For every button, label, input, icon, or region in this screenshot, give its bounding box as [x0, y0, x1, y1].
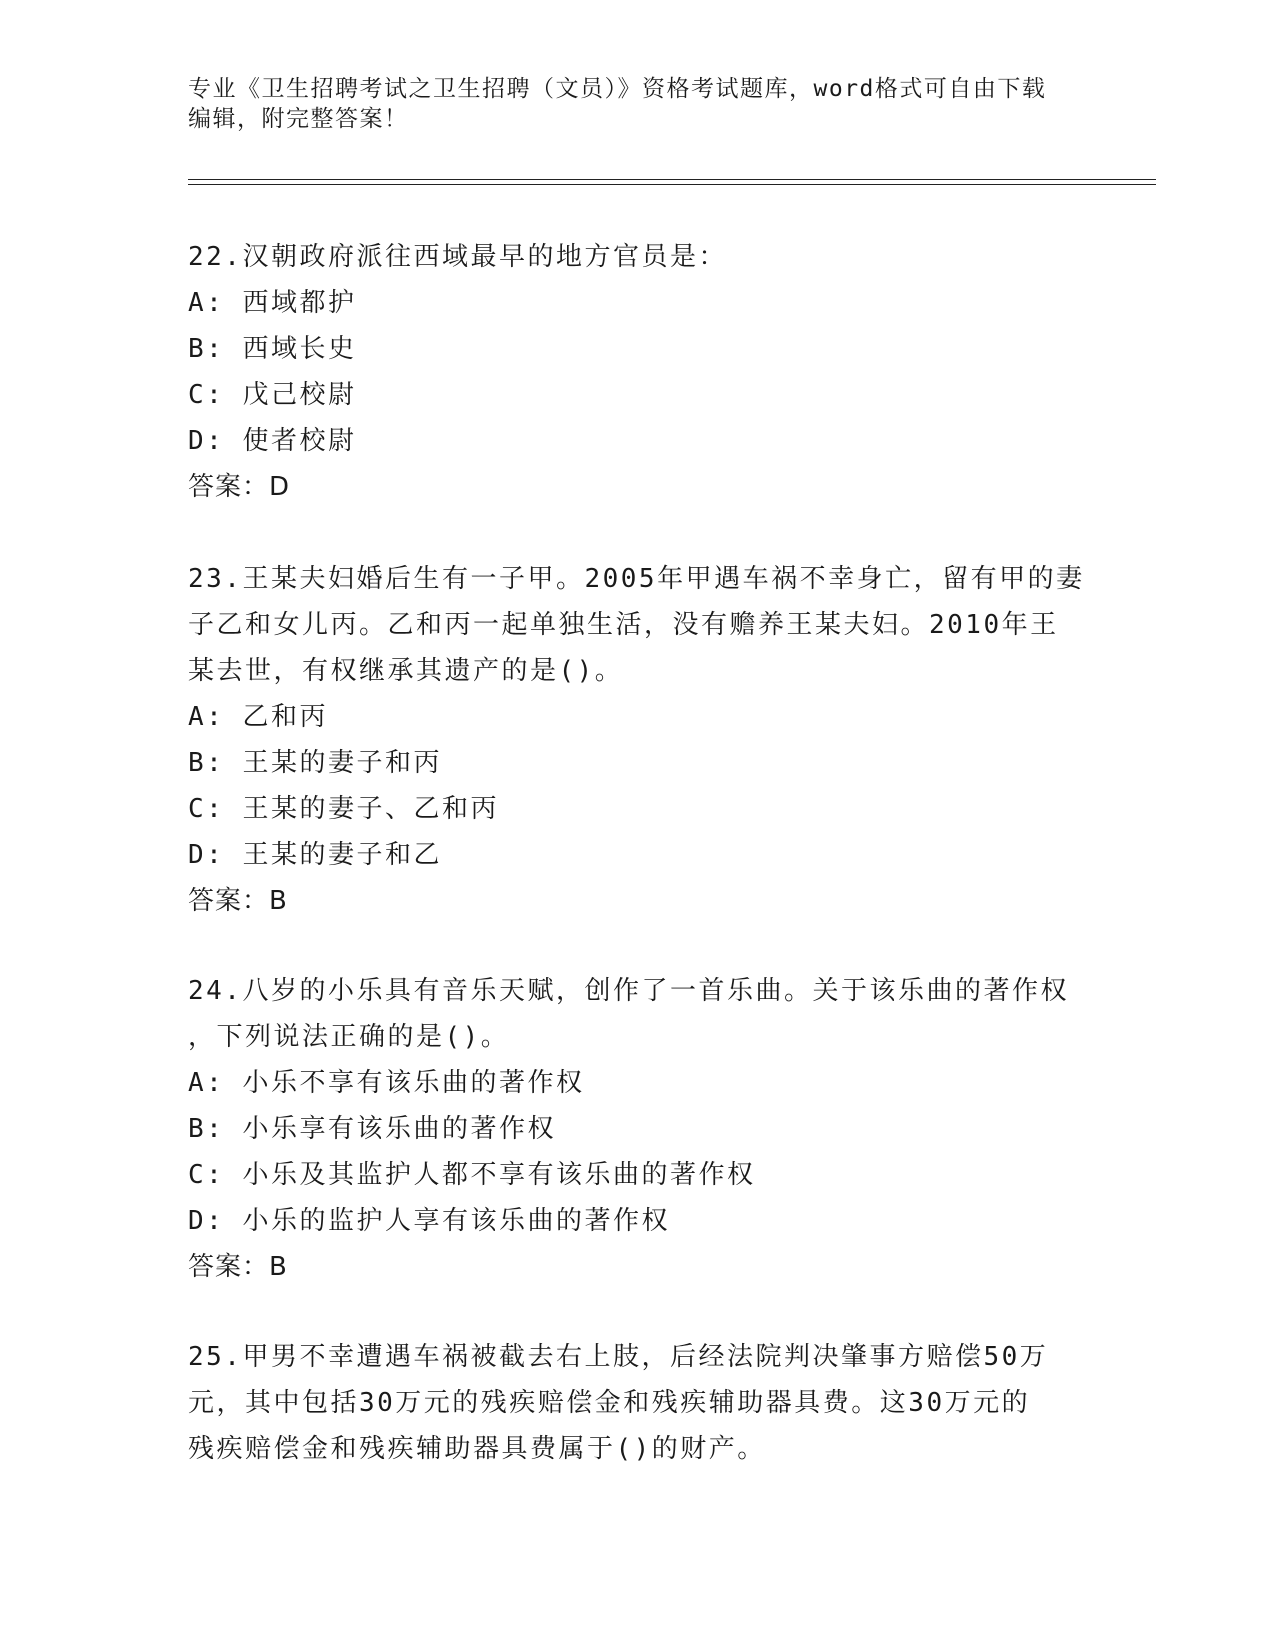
header-line-1: 专业《卫生招聘考试之卫生招聘（文员）》资格考试题库，word格式可自由下载	[188, 76, 1047, 102]
question-23	[188, 556, 1088, 924]
answer: 答案：B	[188, 1252, 288, 1282]
question-stem: ，下列说法正确的是()。	[188, 1022, 510, 1052]
question-22	[188, 234, 1088, 510]
question-stem: 某去世，有权继承其遗产的是()。	[188, 656, 624, 686]
header-divider-bottom	[188, 184, 1156, 185]
question-stem: 23.王某夫妇婚后生有一子甲。2005年甲遇车祸不幸身亡，留有甲的妻	[188, 564, 1085, 594]
option-d: D: 小乐的监护人享有该乐曲的著作权	[188, 1206, 670, 1236]
option-d: D: 使者校尉	[188, 426, 357, 456]
option-b: B: 小乐享有该乐曲的著作权	[188, 1114, 556, 1144]
option-a: A: 乙和丙	[188, 702, 328, 732]
option-b: B: 西域长史	[188, 334, 357, 364]
option-c: C: 王某的妻子、乙和丙	[188, 794, 499, 824]
option-a: A: 小乐不享有该乐曲的著作权	[188, 1068, 585, 1098]
header-divider-top	[188, 179, 1156, 180]
header-line-2: 编辑，附完整答案！	[188, 106, 409, 132]
document-header	[188, 74, 1088, 134]
option-d: D: 王某的妻子和乙	[188, 840, 442, 870]
question-stem: 子乙和女儿丙。乙和丙一起单独生活，没有赡养王某夫妇。2010年王	[188, 610, 1059, 640]
question-stem: 残疾赔偿金和残疾辅助器具费属于()的财产。	[188, 1434, 766, 1464]
question-stem: 22.汉朝政府派往西域最早的地方官员是：	[188, 242, 727, 272]
question-stem: 24.八岁的小乐具有音乐天赋，创作了一首乐曲。关于该乐曲的著作权	[188, 976, 1069, 1006]
answer: 答案：B	[188, 886, 288, 916]
question-stem: 元，其中包括30万元的残疾赔偿金和残疾辅助器具费。这30万元的	[188, 1388, 1031, 1418]
option-c: C: 小乐及其监护人都不享有该乐曲的著作权	[188, 1160, 756, 1190]
option-c: C: 戊己校尉	[188, 380, 357, 410]
answer: 答案：D	[188, 472, 291, 502]
option-b: B: 王某的妻子和丙	[188, 748, 442, 778]
question-24	[188, 968, 1088, 1290]
question-stem: 25.甲男不幸遭遇车祸被截去右上肢，后经法院判决肇事方赔偿50万	[188, 1342, 1049, 1372]
option-a: A: 西域都护	[188, 288, 357, 318]
question-25	[188, 1334, 1088, 1472]
